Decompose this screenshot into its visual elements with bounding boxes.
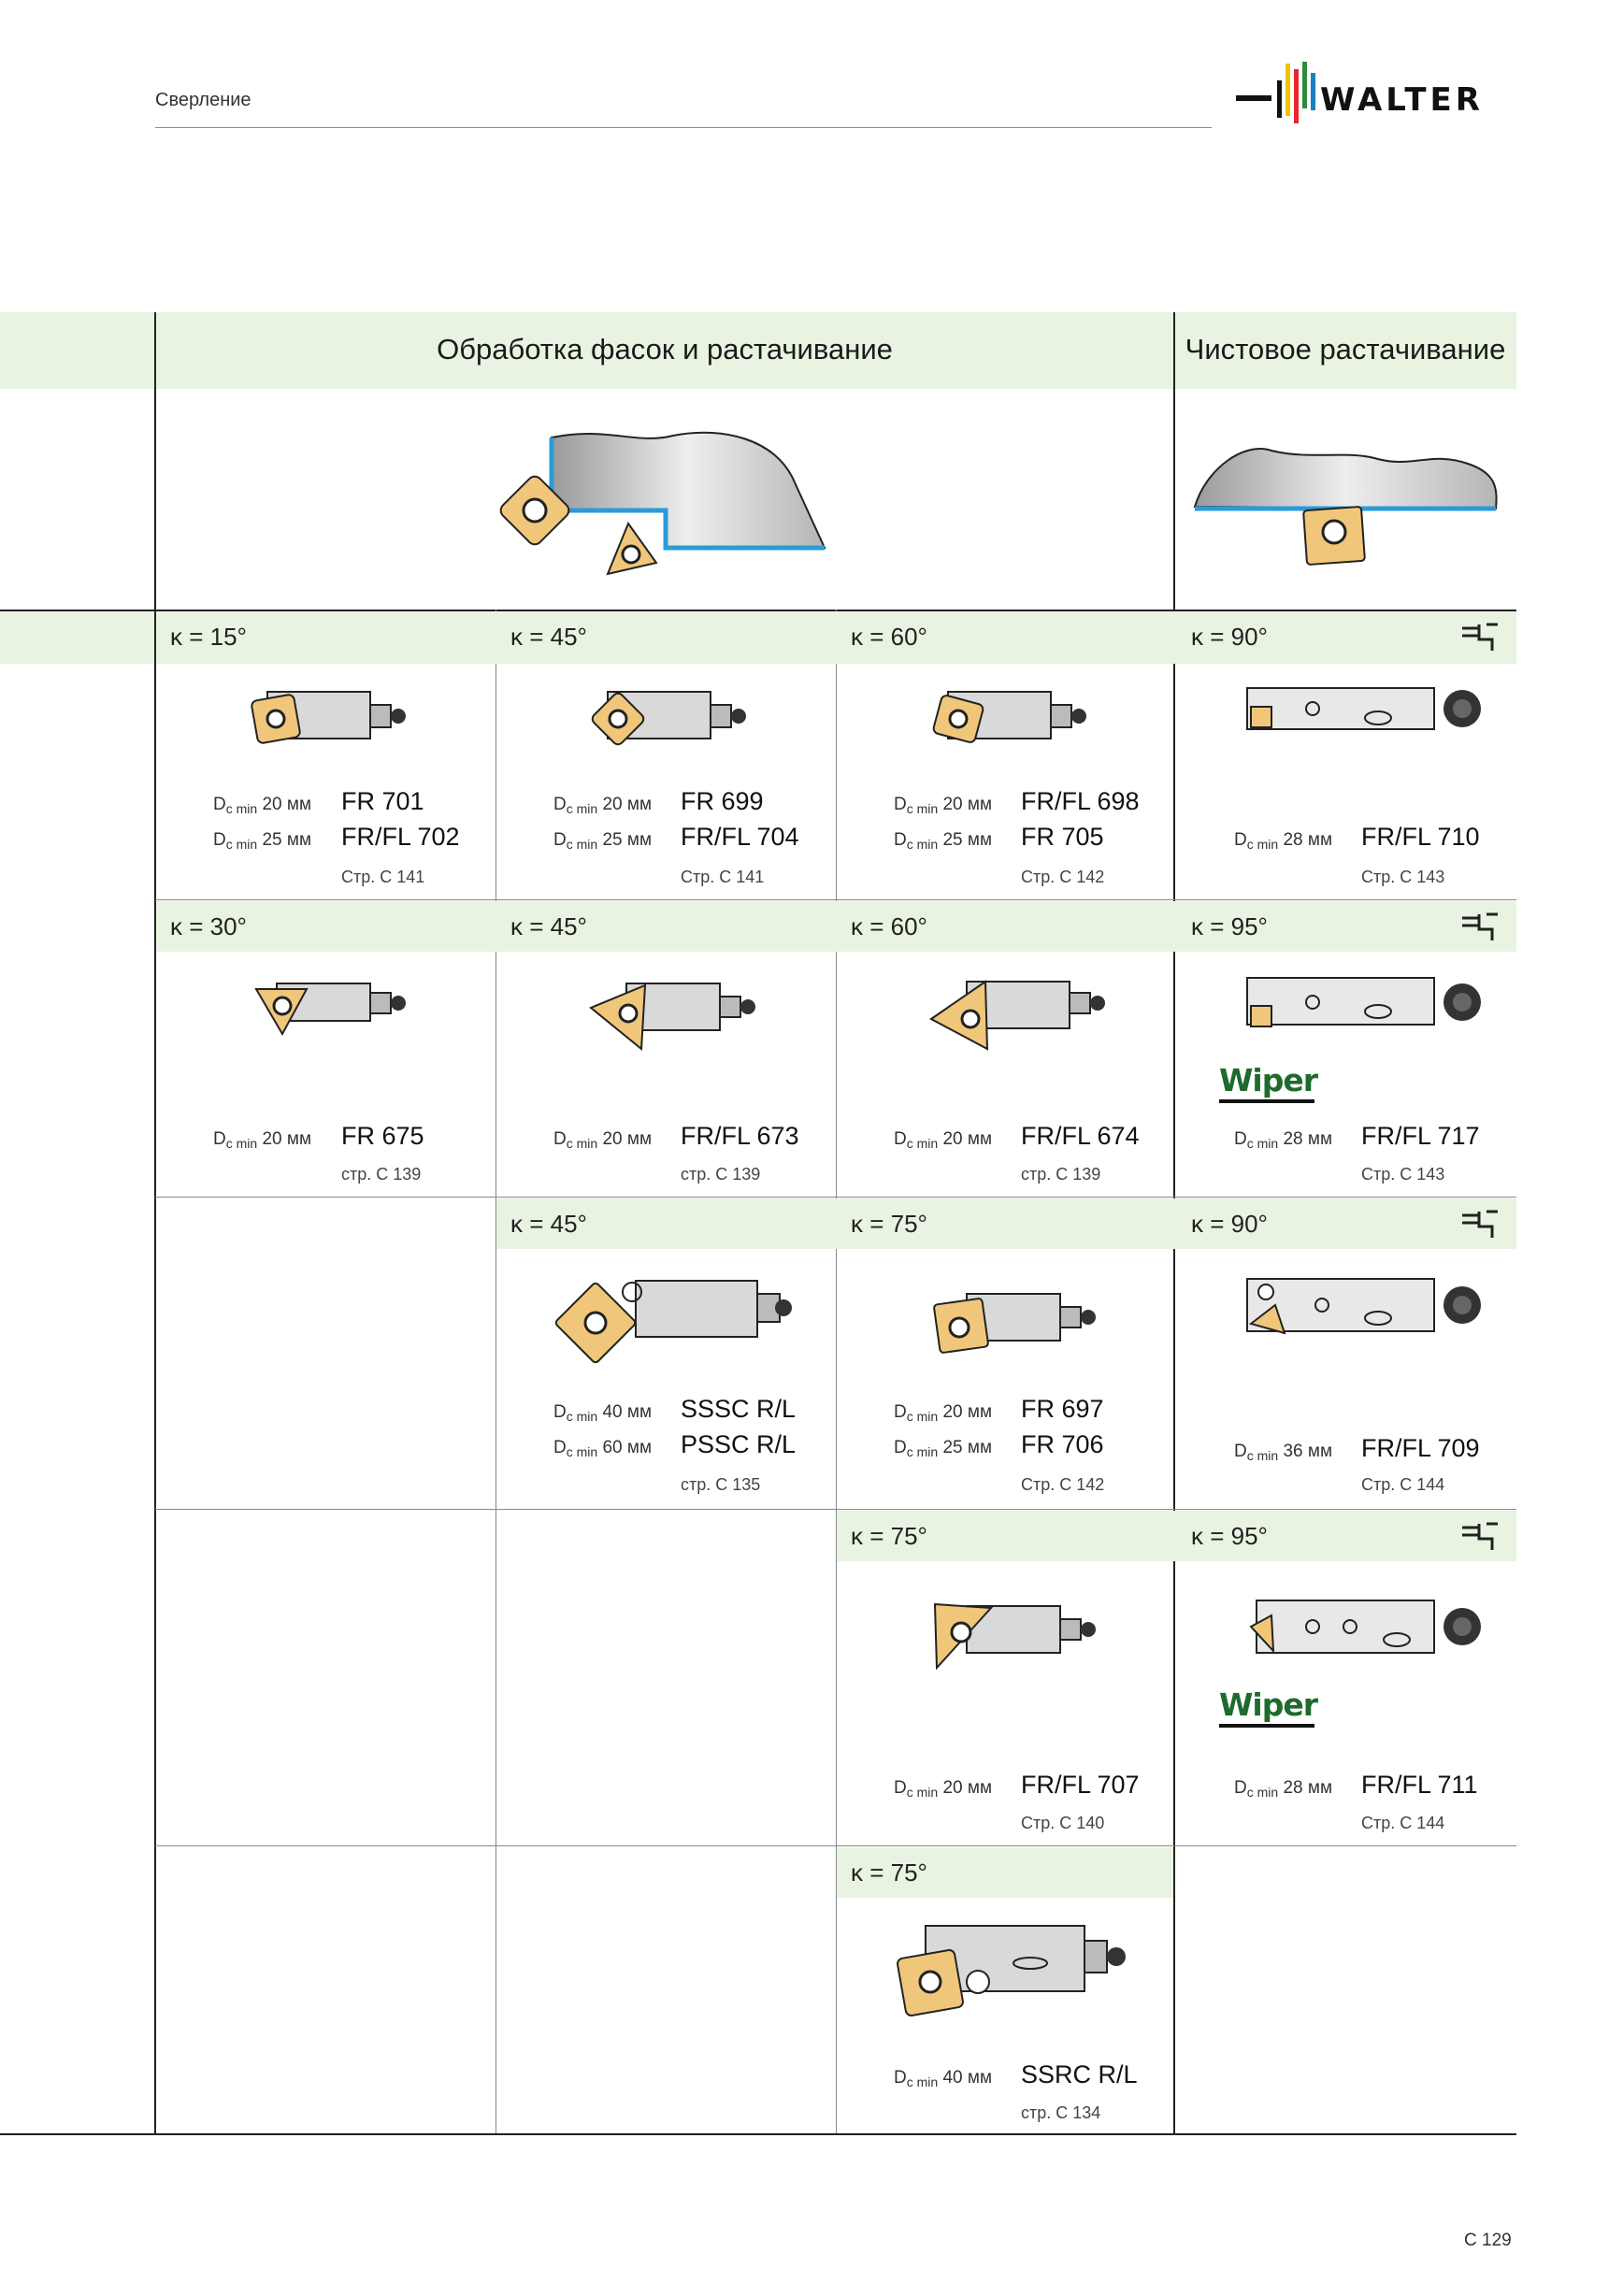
svg-text:WALTER: WALTER <box>1320 81 1484 119</box>
row-band-left <box>0 611 154 664</box>
dc-min-label: $D_{c min}$ 20 мм <box>213 795 312 816</box>
grid-bottom-line <box>0 2133 1516 2135</box>
dc-min-label: $D_{c min}$ 25 мм <box>894 830 993 852</box>
dc-min-label: $D_{c min}$ 20 мм <box>894 1778 993 1800</box>
dc-min-label: $D_{c min}$ 20 мм <box>553 795 653 816</box>
tool-illustration <box>589 681 757 765</box>
tool-illustration <box>552 1271 795 1374</box>
header-section-title: Сверление <box>155 90 251 110</box>
dc-min-label: $D_{c min}$ 20 мм <box>894 795 993 816</box>
row-band <box>496 1198 1516 1249</box>
tool-illustration <box>929 972 1107 1066</box>
tool-code: FR/FL 704 <box>681 823 799 851</box>
tool-illustration <box>1238 1268 1500 1352</box>
row-band <box>156 611 1516 664</box>
chamfer-boring-illustration <box>496 426 832 585</box>
grid-col-line <box>836 610 837 2133</box>
page-reference[interactable]: Стр. C 144 <box>1361 1475 1445 1494</box>
dc-min-label: $D_{c min}$ 20 мм <box>553 1129 653 1151</box>
kappa-label: κ = 30° <box>170 912 247 940</box>
row-band <box>837 1511 1516 1561</box>
header-divider <box>155 127 1212 128</box>
wiper-underline <box>1219 1099 1314 1103</box>
kappa-label: κ = 45° <box>510 623 587 651</box>
tool-code: SSRC R/L <box>1021 2060 1138 2088</box>
kappa-label: κ = 75° <box>851 1210 927 1238</box>
tool-illustration <box>1238 969 1500 1043</box>
tool-illustration <box>589 972 757 1066</box>
grid-row-line <box>155 899 1516 900</box>
dc-min-label: $D_{c min}$ 40 мм <box>894 2068 993 2089</box>
tool-code: FR/FL 674 <box>1021 1122 1140 1150</box>
walter-logo <box>1236 58 1518 133</box>
tool-illustration <box>1238 679 1500 744</box>
dc-min-label: $D_{c min}$ 20 мм <box>213 1129 312 1151</box>
grid-row-line <box>155 1845 1516 1846</box>
grid-row-line <box>155 1197 1516 1198</box>
tool-code: FR/FL 707 <box>1021 1771 1140 1799</box>
tool-code: SSSC R/L <box>681 1395 797 1423</box>
coolant-tap-icon <box>1460 911 1501 942</box>
tool-code: FR 705 <box>1021 823 1104 851</box>
tool-code: PSSC R/L <box>681 1430 797 1458</box>
dc-min-label: $D_{c min}$ 25 мм <box>213 830 312 852</box>
tool-illustration <box>888 1916 1141 2029</box>
dc-min-label: $D_{c min}$ 25 мм <box>894 1438 993 1459</box>
grid-left-line <box>154 312 156 2135</box>
kappa-label: κ = 60° <box>851 912 927 940</box>
kappa-label: κ = 75° <box>851 1522 927 1550</box>
tool-code: FR/FL 698 <box>1021 787 1140 815</box>
dc-min-label: $D_{c min}$ 60 мм <box>553 1438 653 1459</box>
tool-illustration <box>249 681 417 765</box>
tool-illustration <box>929 681 1098 765</box>
kappa-label: κ = 75° <box>851 1858 927 1887</box>
page-number: C 129 <box>1464 2231 1512 2250</box>
dc-min-label: $D_{c min}$ 36 мм <box>1234 1442 1333 1463</box>
page-reference[interactable]: Стр. C 143 <box>1361 1165 1445 1184</box>
tool-illustration <box>1238 1589 1500 1673</box>
kappa-label: κ = 45° <box>510 912 587 940</box>
grid-row-line <box>155 1509 1516 1510</box>
tool-code: FR 675 <box>341 1122 424 1150</box>
page-reference[interactable]: Стр. C 142 <box>1021 1475 1105 1494</box>
tool-code: FR/FL 711 <box>1361 1771 1478 1799</box>
tool-code: FR 701 <box>341 787 424 815</box>
tool-code: FR 706 <box>1021 1430 1104 1458</box>
tool-illustration <box>249 972 417 1056</box>
tool-illustration <box>929 1283 1098 1376</box>
dc-min-label: $D_{c min}$ 20 мм <box>894 1129 993 1151</box>
page-reference[interactable]: Стр. C 142 <box>1021 868 1105 886</box>
page-reference[interactable]: Стр. C 144 <box>1361 1814 1445 1832</box>
kappa-label: κ = 90° <box>1191 1210 1268 1238</box>
tool-code: FR/FL 717 <box>1361 1122 1480 1150</box>
wiper-logo: Wiper <box>1219 1686 1317 1723</box>
kappa-label: κ = 60° <box>851 623 927 651</box>
page-reference[interactable]: Стр. C 143 <box>1361 868 1445 886</box>
tool-code: FR/FL 709 <box>1361 1434 1480 1462</box>
page-reference[interactable]: Стр. C 140 <box>1021 1814 1105 1832</box>
finish-boring-illustration <box>1187 432 1505 572</box>
dc-min-label: $D_{c min}$ 25 мм <box>553 830 653 852</box>
kappa-label: κ = 45° <box>510 1210 587 1238</box>
dc-min-label: $D_{c min}$ 28 мм <box>1234 1129 1333 1151</box>
kappa-label: κ = 90° <box>1191 623 1268 651</box>
page-reference[interactable]: стр. C 139 <box>1021 1165 1101 1184</box>
page-reference[interactable]: стр. C 139 <box>341 1165 422 1184</box>
row-band <box>156 901 1516 952</box>
page-reference[interactable]: Стр. C 141 <box>681 868 765 886</box>
coolant-tap-icon <box>1460 1520 1501 1552</box>
kappa-label: κ = 95° <box>1191 912 1268 940</box>
tool-code: FR 699 <box>681 787 764 815</box>
tool-code: FR/FL 710 <box>1361 823 1480 851</box>
tool-code: FR 697 <box>1021 1395 1104 1423</box>
page-reference[interactable]: стр. C 139 <box>681 1165 761 1184</box>
kappa-label: κ = 95° <box>1191 1522 1268 1550</box>
tool-code: FR/FL 673 <box>681 1122 799 1150</box>
dc-min-label: $D_{c min}$ 20 мм <box>894 1402 993 1424</box>
coolant-tap-icon <box>1460 621 1501 653</box>
tool-illustration <box>929 1595 1098 1688</box>
chamfer-boring-title: Обработка фасок и растачивание <box>437 333 893 366</box>
kappa-label: κ = 15° <box>170 623 247 651</box>
dc-min-label: $D_{c min}$ 28 мм <box>1234 1778 1333 1800</box>
page-reference[interactable]: стр. C 134 <box>1021 2103 1101 2122</box>
page-reference[interactable]: Стр. C 141 <box>341 868 425 886</box>
coolant-tap-icon <box>1460 1208 1501 1240</box>
wiper-logo: Wiper <box>1219 1062 1317 1098</box>
finish-boring-title: Чистовое растачивание <box>1185 333 1506 366</box>
dc-min-label: $D_{c min}$ 28 мм <box>1234 830 1333 852</box>
tool-code: FR/FL 702 <box>341 823 460 851</box>
dc-min-label: $D_{c min}$ 40 мм <box>553 1402 653 1424</box>
page-reference[interactable]: стр. C 135 <box>681 1475 761 1494</box>
wiper-underline <box>1219 1724 1314 1728</box>
